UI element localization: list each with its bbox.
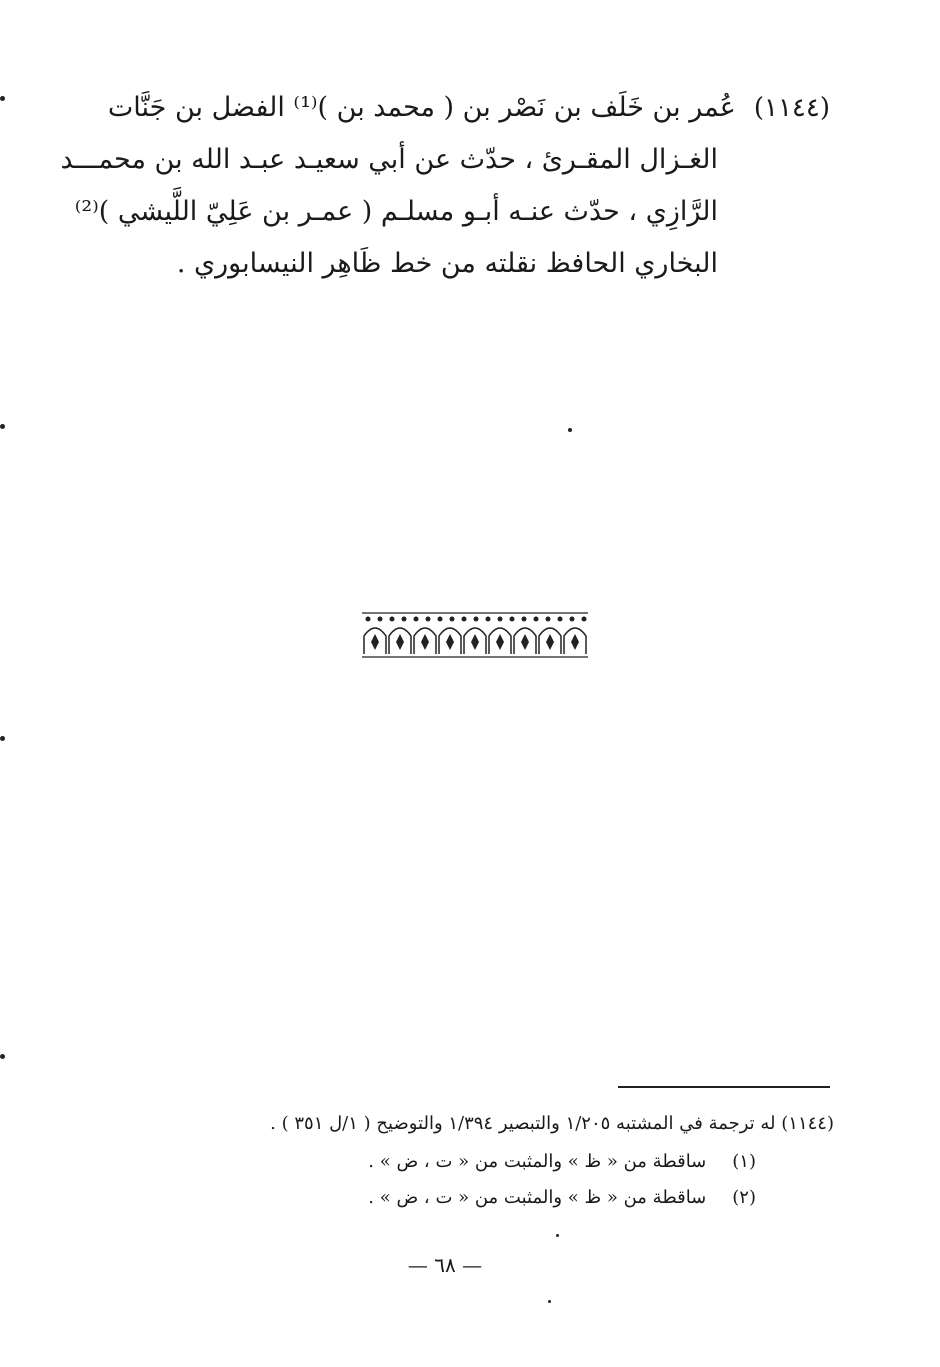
entry-line-2: الغـزال المقـرئ ، حدّث عن أبي سعيـد عبـد الله بن محمـــد — [60, 144, 718, 175]
margin-speck — [0, 736, 5, 741]
decorative-ornament — [360, 610, 590, 660]
entry-text-1: عُمر بن خَلَف بن نَصْر بن ( محمد بن )⁽¹⁾ الفضل بن جَنَّات — [107, 92, 736, 123]
footnote-1-number: (١) — [732, 1151, 756, 1172]
footnote-1-text: ساقطة من « ظ » والمثبت من « ت ، ض » . — [368, 1151, 707, 1172]
footnote-separator — [618, 1086, 830, 1088]
page-speck — [568, 428, 572, 432]
page-speck — [556, 1234, 559, 1237]
margin-speck — [0, 96, 5, 101]
footnote-2-number: (٢) — [732, 1187, 756, 1208]
page-number: — ٦٨ — — [407, 1253, 483, 1277]
footnote-2-text: ساقطة من « ظ » والمثبت من « ت ، ض » . — [368, 1187, 707, 1208]
entry-number: (١١٤٤) — [753, 93, 830, 123]
footnote-2 — [368, 1184, 756, 1212]
page-speck — [548, 1300, 551, 1303]
entry-line-1 — [108, 88, 830, 128]
entry-line-4: البخاري الحافظ نقلته من خط ظَاهِر النيسابوري . — [176, 248, 718, 279]
margin-speck — [0, 424, 5, 429]
footnote-1 — [368, 1148, 756, 1176]
margin-speck — [0, 1054, 5, 1059]
entry-line-3: الرَّازِي ، حدّث عنـه أبـو مسلـم ( عمـر بن عَلِيّ اللَّيشي )⁽²⁾ — [74, 196, 718, 227]
footnote-main: (١١٤٤) له ترجمة في المشتبه ١/٢٠٥ والتبصير ١/٣٩٤ والتوضيح ( ١/ل ٣٥١ ) . — [270, 1113, 834, 1134]
